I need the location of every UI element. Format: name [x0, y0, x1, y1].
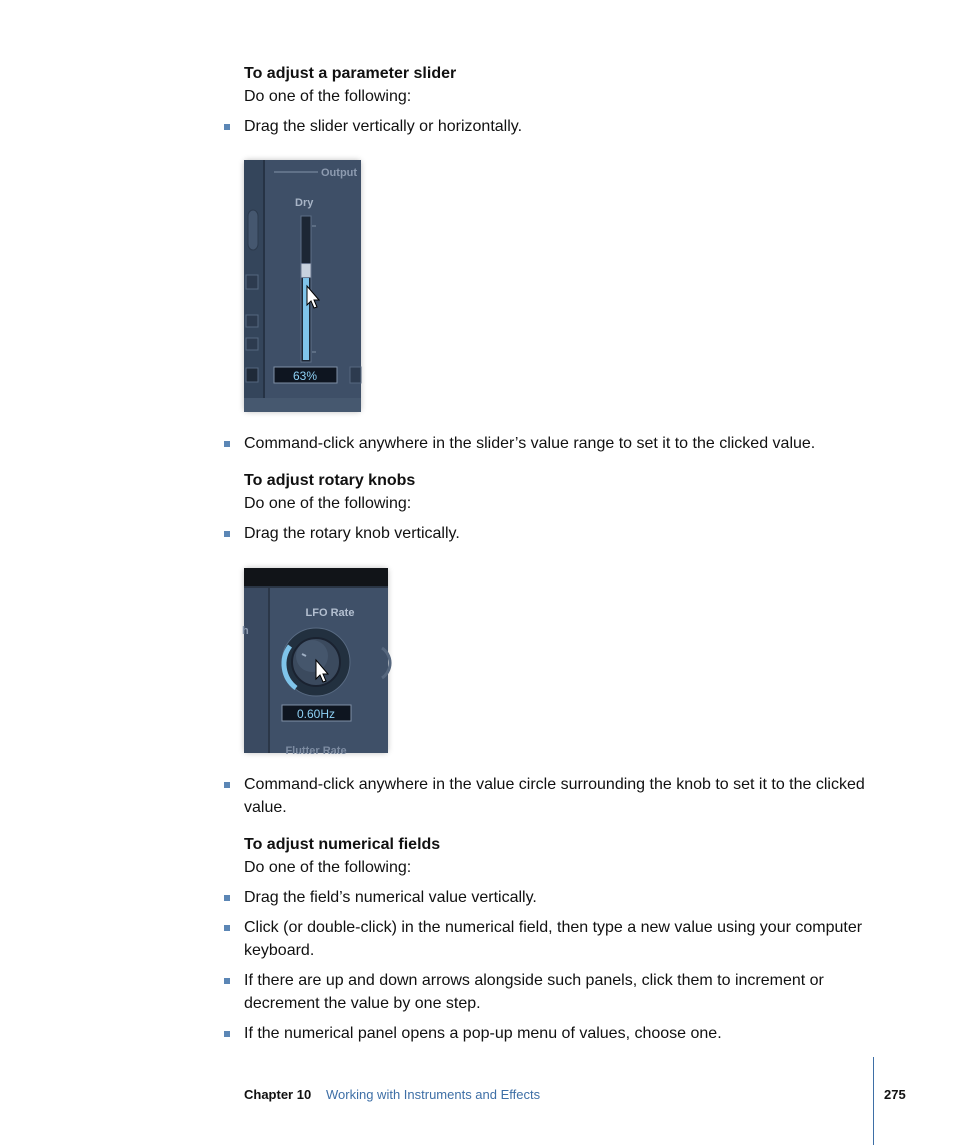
- section-heading-numerical: To adjust numerical fields: [244, 836, 441, 853]
- list-item: Drag the field’s numerical value vertically.: [244, 889, 537, 906]
- slider-screenshot: [244, 160, 361, 412]
- slider-thumb[interactable]: [301, 264, 311, 278]
- bullet-marker: [224, 1031, 230, 1037]
- knob-screenshot: [242, 568, 388, 757]
- list-item: If there are up and down arrows alongside such panels, click them to increment or decrement the value by one step.: [244, 972, 824, 1012]
- partial-label-left: h: [242, 625, 249, 637]
- section-heading-slider: To adjust a parameter slider: [244, 65, 457, 82]
- bullet-marker: [224, 124, 230, 130]
- knob-value: 0.60Hz: [296, 707, 336, 721]
- list-item: Command-click anywhere in the value circle surrounding the knob to set it to the clicked value.: [244, 776, 865, 816]
- list-item: If the numerical panel opens a pop-up menu of values, choose one.: [244, 1025, 722, 1042]
- bullet-marker: [224, 895, 230, 901]
- section-heading-knobs: To adjust rotary knobs: [244, 472, 416, 489]
- list-item: Drag the slider vertically or horizontally.: [244, 118, 523, 135]
- section-intro-knobs: Do one of the following:: [244, 495, 412, 512]
- footer-chapter-title: Working with Instruments and Effects: [326, 1087, 541, 1102]
- list-item: Command-click anywhere in the slider’s value range to set it to the clicked value.: [244, 435, 816, 452]
- partial-label-bottom: Flutter Rate: [285, 745, 347, 757]
- bullet-marker: [224, 925, 230, 931]
- slider-illustration: [244, 160, 361, 412]
- slider-value: 63%: [292, 369, 318, 383]
- group-label: Output: [321, 167, 358, 179]
- bullet-marker: [224, 531, 230, 537]
- bullet-marker: [224, 782, 230, 788]
- knob-label: LFO Rate: [305, 607, 355, 619]
- page-number: 275: [884, 1087, 906, 1102]
- knob-illustration: [242, 568, 388, 757]
- bullet-marker: [224, 978, 230, 984]
- slider-fill: [303, 271, 309, 360]
- list-item: Click (or double-click) in the numerical field, then type a new value using your computer keyboard.: [244, 919, 863, 959]
- list-item: Drag the rotary knob vertically.: [244, 525, 460, 542]
- bullet-marker: [224, 441, 230, 447]
- footer-chapter: Chapter 10: [244, 1087, 312, 1102]
- footer-divider: [873, 1057, 874, 1145]
- section-intro-slider: Do one of the following:: [244, 88, 412, 105]
- slider-label: Dry: [295, 197, 314, 209]
- section-intro-numerical: Do one of the following:: [244, 859, 412, 876]
